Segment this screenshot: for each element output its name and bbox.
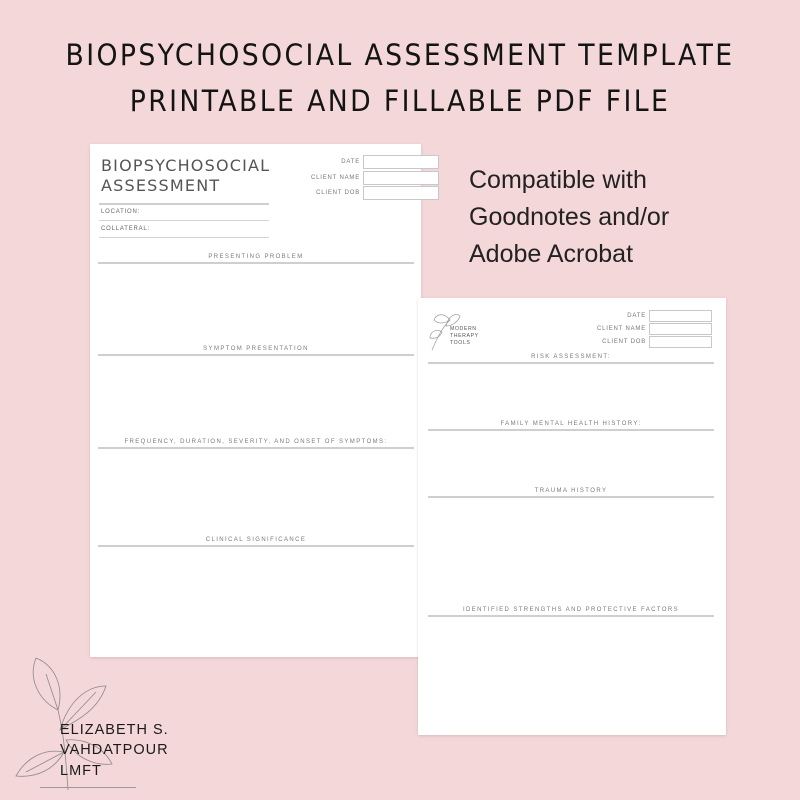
collateral-label: COLLATERAL: (101, 226, 151, 232)
section-rule (428, 362, 714, 364)
section-risk-assessment: RISK ASSESSMENT: (531, 354, 611, 360)
author-name-last: VAHDATPOUR (60, 742, 169, 758)
location-field-line[interactable] (99, 220, 269, 221)
section-rule (98, 262, 414, 264)
document-title-line-1: BIOPSYCHOSOCIAL (101, 156, 271, 175)
assessment-page-2 (418, 298, 726, 735)
section-frequency-duration: FREQUENCY, DURATION, SEVERITY, AND ONSET OF SYMPTOMS: (124, 439, 388, 445)
client-name-field[interactable] (363, 171, 439, 185)
client-name-label: CLIENT NAME (596, 326, 646, 332)
section-rule (428, 496, 714, 498)
logo (428, 306, 483, 354)
compat-line-1: Compatible with (469, 166, 647, 194)
author-divider (40, 787, 136, 788)
assessment-page-1 (90, 144, 421, 657)
compat-line-3: Adobe Acrobat (469, 240, 634, 268)
section-family-mental-health: FAMILY MENTAL HEALTH HISTORY: (500, 421, 642, 427)
section-rule (428, 615, 714, 617)
section-clinical-significance: CLINICAL SIGNIFICANCE (205, 537, 307, 543)
logo-wordmark (450, 326, 479, 347)
section-strengths-protective: IDENTIFIED STRENGTHS AND PROTECTIVE FACTORS (462, 607, 680, 613)
banner-subtitle: PRINTABLE AND FILLABLE PDF FILE (129, 84, 671, 118)
banner-title: BIOPSYCHOSOCIAL ASSESSMENT TEMPLATE (65, 38, 735, 72)
date-field[interactable] (649, 310, 712, 322)
collateral-field-line[interactable] (99, 237, 269, 238)
logo-line-1: MODERN (450, 326, 477, 332)
client-dob-field[interactable] (649, 336, 712, 348)
date-label: DATE (341, 159, 360, 165)
logo-line-2: THERAPY (450, 333, 479, 339)
document-title-line-2: ASSESSMENT (101, 176, 221, 195)
section-presenting-problem: PRESENTING PROBLEM (208, 254, 304, 260)
section-trauma-history: TRAUMA HISTORY (534, 488, 608, 494)
author-name-first: ELIZABETH S. (60, 722, 169, 738)
date-field[interactable] (363, 155, 439, 169)
client-dob-label: CLIENT DOB (602, 339, 646, 345)
author-credential: LMFT (60, 763, 102, 779)
date-label: DATE (627, 313, 646, 319)
section-rule (98, 354, 414, 356)
compatibility-note (469, 162, 769, 273)
section-rule (98, 447, 414, 449)
section-rule (98, 545, 414, 547)
logo-line-3: TOOLS (450, 340, 471, 346)
compat-line-2: Goodnotes and/or (469, 203, 670, 231)
section-rule (428, 429, 714, 431)
document-title (101, 156, 271, 196)
client-dob-field[interactable] (363, 186, 439, 200)
client-dob-label: CLIENT DOB (316, 190, 360, 196)
title-underline (99, 203, 269, 205)
section-symptom-presentation: SYMPTOM PRESENTATION (203, 346, 309, 352)
location-label: LOCATION: (101, 209, 141, 215)
client-name-field[interactable] (649, 323, 712, 335)
client-name-label: CLIENT NAME (310, 175, 360, 181)
